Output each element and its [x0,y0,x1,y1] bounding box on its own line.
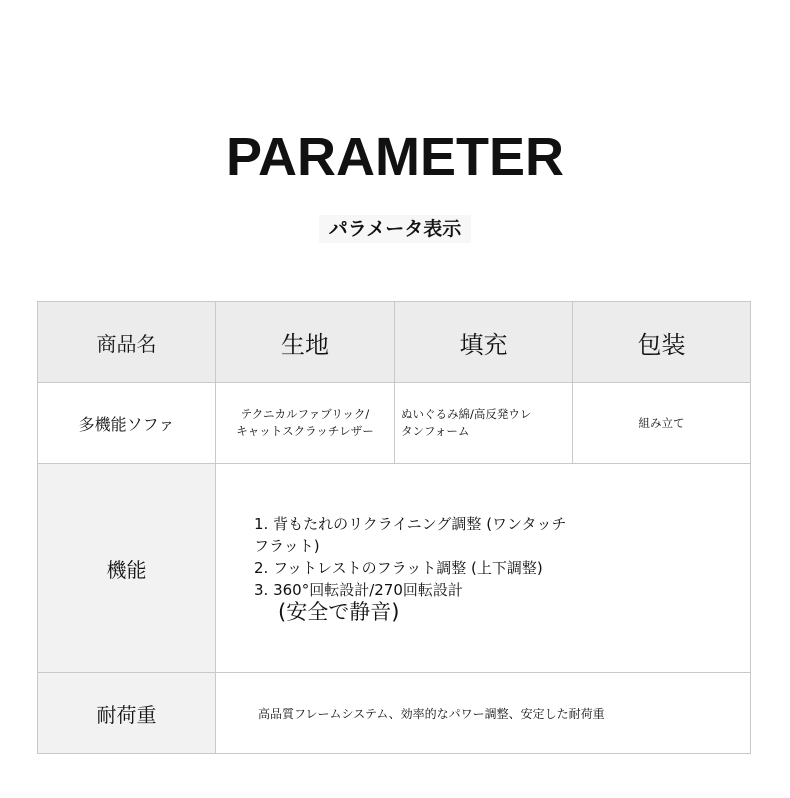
table-row-load [38,673,751,754]
parameter-table [37,301,751,754]
load-description: 高品質フレームシステム、効率的なパワー調整、安定した耐荷重 [216,673,751,754]
filling-cell [395,383,573,464]
header-packaging: 包装 [573,302,751,383]
filling-line-2: タンフォーム [401,424,470,438]
function-item-1-line-2: フラット) [254,537,320,555]
product-name-cell: 多機能ソファ [38,383,216,464]
function-item-3-note: (安全で静音) [278,600,400,624]
table-header-row [38,302,751,383]
header-filling: 填充 [395,302,573,383]
subtitle-text: パラメータ表示 [319,215,471,243]
page-title: PARAMETER [225,127,564,187]
header-product-name: 商品名 [38,302,216,383]
page-subtitle [0,214,790,241]
header-fabric: 生地 [216,302,395,383]
table-row-product [38,383,751,464]
fabric-line-1: テクニカルファブリック/ [240,407,370,421]
function-item-1-line-1: 1. 背もたれのリクライニング調整 (ワンタッチ [254,515,567,533]
table-row-function [38,464,751,673]
function-list [216,464,751,673]
fabric-line-2: キャットスクラッチレザー [236,424,374,438]
filling-line-1: ぬいぐるみ綿/高反発ウレ [401,407,532,421]
packaging-cell: 組み立て [573,383,751,464]
function-item-2: 2. フットレストのフラット調整 (上下調整) [254,559,543,577]
load-label: 耐荷重 [38,673,216,754]
fabric-cell [216,383,395,464]
function-item-3: 3. 360°回転設計/270回転設計 [254,581,463,599]
function-label: 機能 [38,464,216,673]
